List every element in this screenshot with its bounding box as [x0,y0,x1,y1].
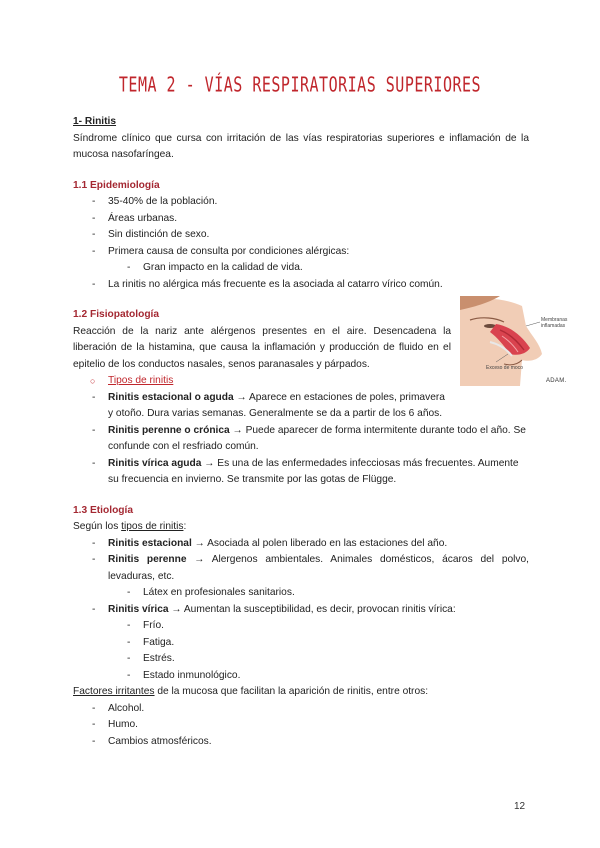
illustration-label-2: Exceso de moco [486,365,523,371]
section-intro-rinitis: Síndrome clínico que cursa con irritación de las vías respiratorias superiores e inflamación de la mucosa nasofaríngea. [73,132,529,160]
tipos-rinitis-link[interactable]: tipos de rinitis [121,521,184,532]
etiologia-list [73,536,529,685]
list-item: - Rinitis vírica aguda → Es una de las enfermedades infecciosas más frecuentes. Aumente su frecuencia en invierno. Se transmite por las gotas de Flügge. [73,456,529,489]
list-subitem: - Frío. [73,618,529,635]
section-heading-etiologia: 1.3 Etiología [73,504,134,516]
page-number: 12 [514,801,526,812]
list-item: - Alcohol. [73,701,529,718]
circle-bullet-icon: ○ [90,376,96,386]
content [73,114,529,750]
tipos-subheading [73,373,451,390]
list-item: - Rinitis perenne o crónica → Puede aparecer de forma intermitente durante todo el año. Se confunde con el resfriado común. [73,423,529,456]
list-subitem: - Látex en profesionales sanitarios. [73,585,529,602]
list-item: - Rinitis estacional → Asociada al polen liberado en las estaciones del año. [73,536,529,553]
factores-intro: Factores irritantes de la mucosa que facilitan la aparición de rinitis, entre otros: [73,686,429,697]
list-item: - Sin distinción de sexo. [73,227,529,244]
etiologia-intro: Según los tipos de rinitis: [73,521,187,532]
list-item: - Áreas urbanas. [73,211,529,228]
list-item: - 35-40% de la población. [73,194,529,211]
illustration-label: Membranas inflamadas [541,317,568,329]
list-item: - La rinitis no alérgica más frecuente es la asociada al catarro vírico común. [73,277,529,294]
list-item: - Cambios atmosféricos. [73,734,529,751]
list-item: - Rinitis vírica → Aumentan la susceptibilidad, es decir, provocan rinitis vírica: [73,602,529,619]
section-heading-rinitis: 1- Rinitis [73,116,117,127]
list-subitem: - Gran impacto en la calidad de vida. [73,260,529,277]
factores-list [73,701,529,751]
list-item: - Rinitis perenne → Alergenos ambientales. Animales domésticos, ácaros del polvo, levaduras, etc. [73,552,529,585]
list-item: - Humo. [73,717,529,734]
section-heading-epidemiologia: 1.1 Epidemiología [73,179,160,191]
list-subitem: - Fatiga. [73,635,529,652]
page-title: TEMA 2 - VÍAS RESPIRATORIAS SUPERIORES [118,72,482,97]
section-heading-fisiopatologia: 1.2 Fisiopatología [73,309,160,320]
tipos-list [73,390,529,489]
illustration-credit: ADAM. [546,378,567,384]
list-item: - Primera causa de consulta por condiciones alérgicas: [73,244,529,261]
fisiopatologia-intro: Reacción de la nariz ante alérgenos presentes en el aire. Desencadena la liberación de la histamina, que causa la inflamación y producción de fluido en el epitelio de los conductos nasales, senos paranasales y párpados. [73,325,451,370]
epidemiologia-list [73,194,529,293]
list-subitem: - Estrés. [73,651,529,668]
list-subitem: - Estado inmunológico. [73,668,529,685]
fisiopatologia-body [73,324,451,390]
tipos-link[interactable]: Tipos de rinitis [108,375,174,386]
list-item: - Rinitis estacional o aguda → Aparece en estaciones de poles, primavera y otoño. Dura varias semanas. Generalmente se da a partir de los 6 años. [73,390,451,423]
